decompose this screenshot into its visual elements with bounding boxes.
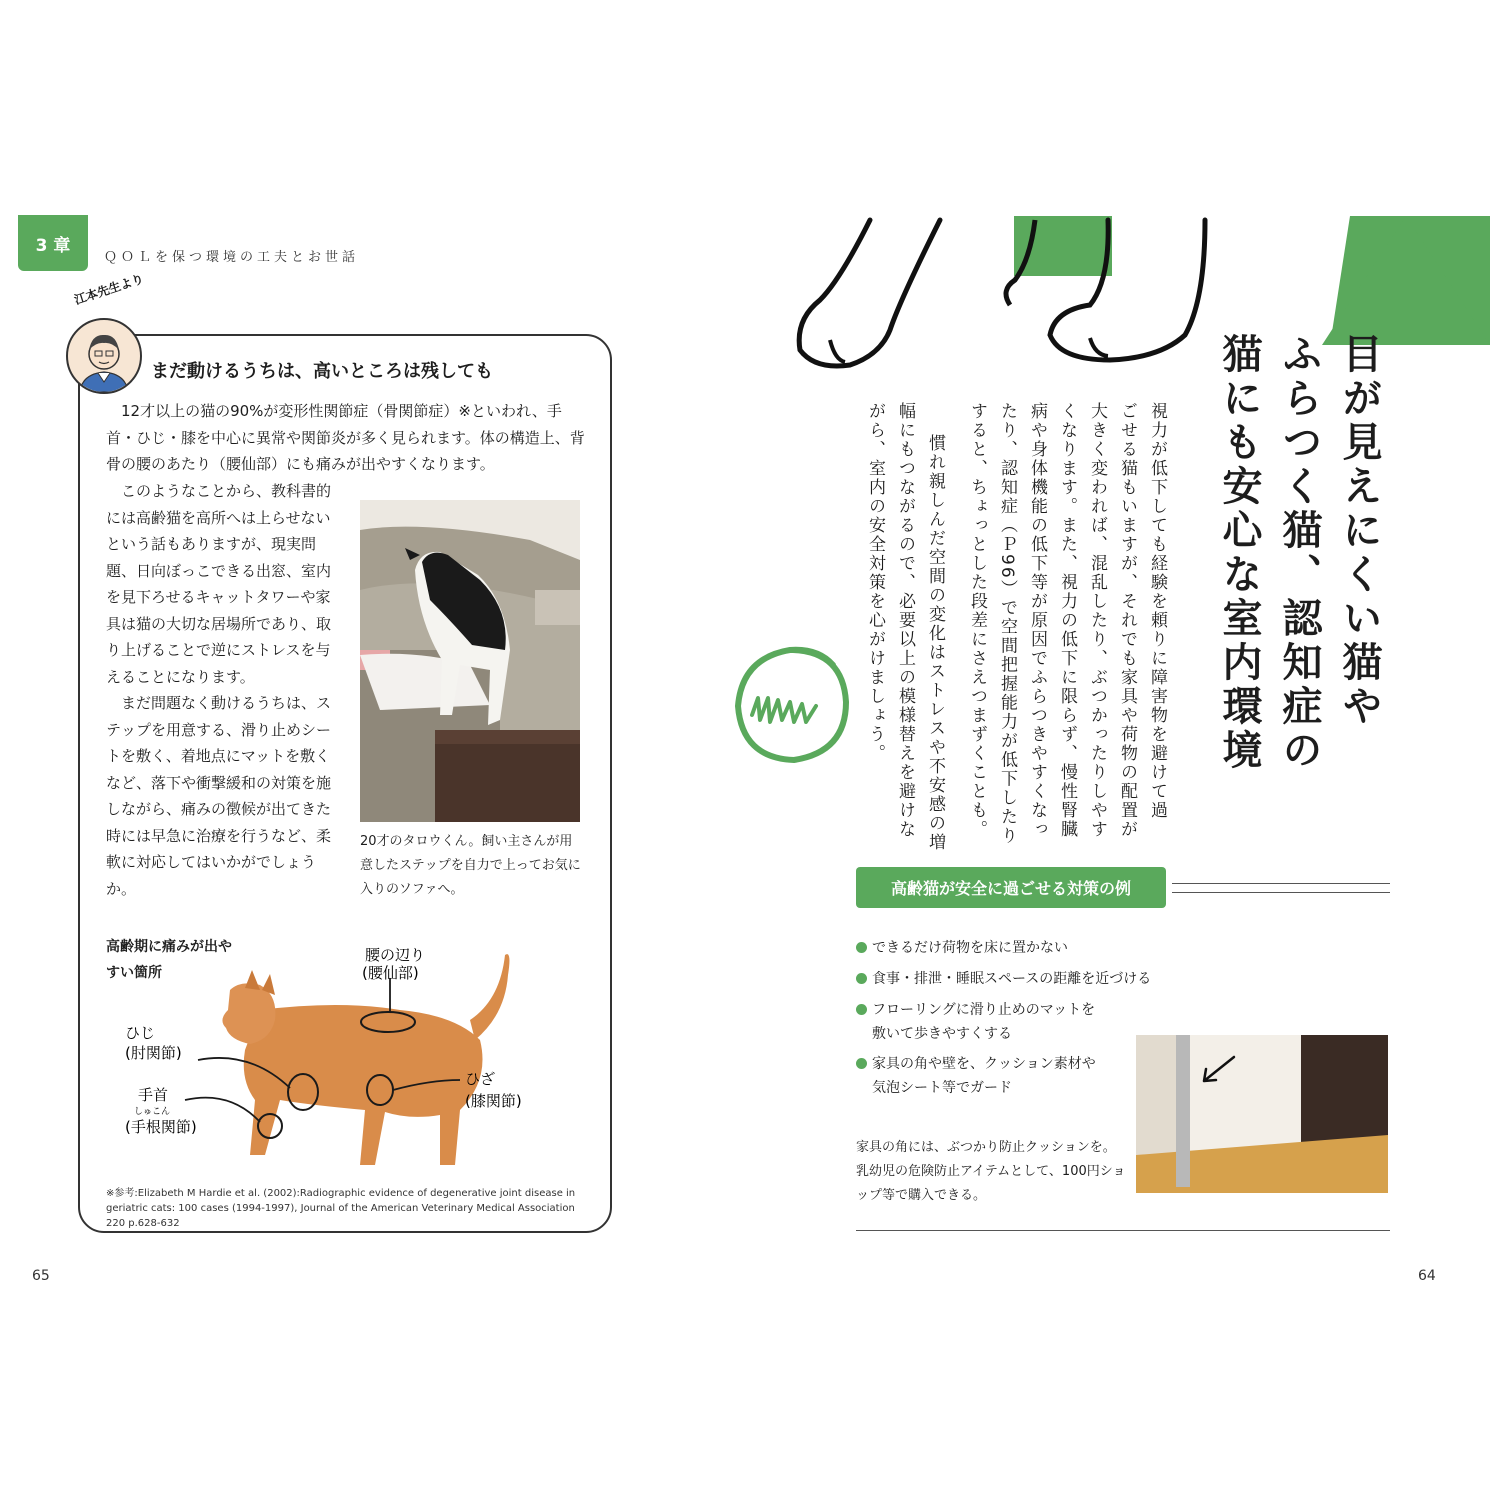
heading-rule-bottom	[1172, 892, 1390, 893]
title-line-1: 目が見えにくい猫や	[1336, 333, 1382, 729]
body-column-5: 病や身体機能の低下等が原因でふらつきやすくなっ	[1027, 402, 1047, 839]
corner-photo-caption: 家具の角には、ぶつかり防止クッションを。乳幼児の危険防止アイテムとして、100円ショップ等で購入できる。	[856, 1140, 1126, 1203]
paragraph-1: 12才以上の猫の90%が変形性関節症（骨関節症）※といわれ、手首・ひじ・膝を中心に異常や関節炎が多く見られます。体の構造上、背骨の腰のあたり（腰仙部）にも痛みが出やすくなります。	[106, 402, 585, 473]
label-elbow-sub: (肘関節)	[125, 1044, 182, 1062]
chapter-tab: 3 章	[18, 215, 88, 271]
photo-caption: 20才のタロウくん。飼い主さんが用意したステップを自力で上ってお気に入りのソファへ。	[360, 834, 581, 897]
bullet-dot-icon	[856, 1058, 867, 1069]
running-head: ＱＯＬを保つ環境の工夫とお世話	[104, 250, 360, 265]
label-wrist-sub: (手根関節)	[125, 1118, 197, 1136]
page-number-right: 64	[1418, 1268, 1436, 1284]
paragraph-3: まだ問題なく動けるうちは、ステップを用意する、滑り止めシートを敷く、着地点にマットを敷くなど、落下や衝撃緩和の対策を施しながら、痛みの徴候が出てきた時には早急に治療を行うなど、柔軟に対応してはいかがでしょうか。	[106, 694, 332, 898]
list-item-text: フローリングに滑り止めのマットを	[872, 1002, 1096, 1018]
body-column-3: 大きく変われば、混乱したり、ぶつかったりしやす	[1087, 402, 1107, 839]
list-item	[856, 998, 1095, 1046]
paragraph-2: このようなことから、教科書的には高齢猫を高所へは上らせないという話もありますが、現実問題、日向ぼっこできる出窓、室内を見下ろせるキャットタワーや家具は猫の大切な居場所であり、取り上げることで逆にストレスを与えることになります。	[106, 482, 332, 686]
cat-pain-points-diagram	[110, 940, 580, 1180]
body-column-7: すると、ちょっとした段差にさえつまずくことも。	[967, 402, 987, 839]
from-doctor-label: 江本先生より	[72, 271, 146, 308]
body-column-2: ごせる猫もいますが、それでも家具や荷物の配置が	[1117, 402, 1137, 839]
bullet-dot-icon	[856, 973, 867, 984]
corner-cushion-photo	[1136, 1035, 1388, 1193]
green-scribble-circle	[728, 640, 858, 770]
page-number-left: 65	[32, 1268, 50, 1284]
cat-on-step-photo	[360, 500, 580, 822]
orange-cat-illustration	[222, 954, 509, 1165]
label-knee: ひざ	[465, 1070, 496, 1088]
body-column-4: くなります。また、視力の低下に限らず、慢性腎臓	[1057, 402, 1077, 839]
list-item-text: 家具の角や壁を、クッション素材や	[872, 1056, 1096, 1072]
list-item-text: 食事・排泄・睡眠スペースの距離を近づける	[872, 971, 1152, 987]
list-item-text-cont: 敷いて歩きやすくする	[872, 1026, 1012, 1042]
list-item	[856, 967, 1151, 991]
doctor-avatar	[66, 318, 142, 394]
list-item	[856, 936, 1068, 960]
title-line-2: ふらつく猫、認知症の	[1276, 333, 1322, 773]
bullet-dot-icon	[856, 942, 867, 953]
reference-note: ※参考:Elizabeth M Hardie et al. (2002):Radiographic evidence of degenerative joint disease in geriatric cats: 100 cases (1994-1997), Journal of the American Veterinary Medical Association 220 p.628-632	[106, 1188, 576, 1229]
diagram-title: 高齢期に痛みが出やすい箇所	[106, 939, 232, 981]
box-heading: まだ動けるうちは、高いところは残しても	[151, 361, 493, 382]
label-lumbosacral: 腰の辺り	[365, 946, 426, 964]
heading-rule-top	[1172, 883, 1390, 884]
measures-heading: 高齢猫が安全に過ごせる対策の例	[856, 867, 1166, 908]
body-column-6: たり、認知症（Ｐ96）で空間把握能力が低下したり	[997, 402, 1017, 846]
title-line-3: 猫にも安心な室内環境	[1216, 333, 1262, 773]
label-wrist: 手首	[138, 1086, 169, 1104]
list-item	[856, 1052, 1096, 1100]
bottom-rule	[856, 1230, 1390, 1231]
body-column-1: 視力が低下しても経験を頼りに障害物を避けて過	[1147, 402, 1167, 820]
label-lumbosacral-sub: (腰仙部)	[362, 964, 419, 982]
list-item-text: できるだけ荷物を床に置かない	[872, 940, 1068, 956]
list-item-text-cont: 気泡シート等でガード	[872, 1080, 1012, 1096]
paragraph-2-3	[106, 478, 338, 902]
label-elbow: ひじ	[125, 1024, 156, 1042]
bullet-dot-icon	[856, 1004, 867, 1015]
label-knee-sub: (膝関節)	[465, 1092, 522, 1110]
body-column-10: がら、室内の安全対策を心がけましょう。	[865, 402, 885, 763]
body-column-8: 慣れ親しんだ空間の変化はストレスや不安感の増	[925, 434, 945, 852]
body-column-9: 幅にもつながるので、必要以上の模様替えを避けな	[895, 402, 915, 839]
label-wrist-ruby: しゅこん	[134, 1107, 171, 1117]
